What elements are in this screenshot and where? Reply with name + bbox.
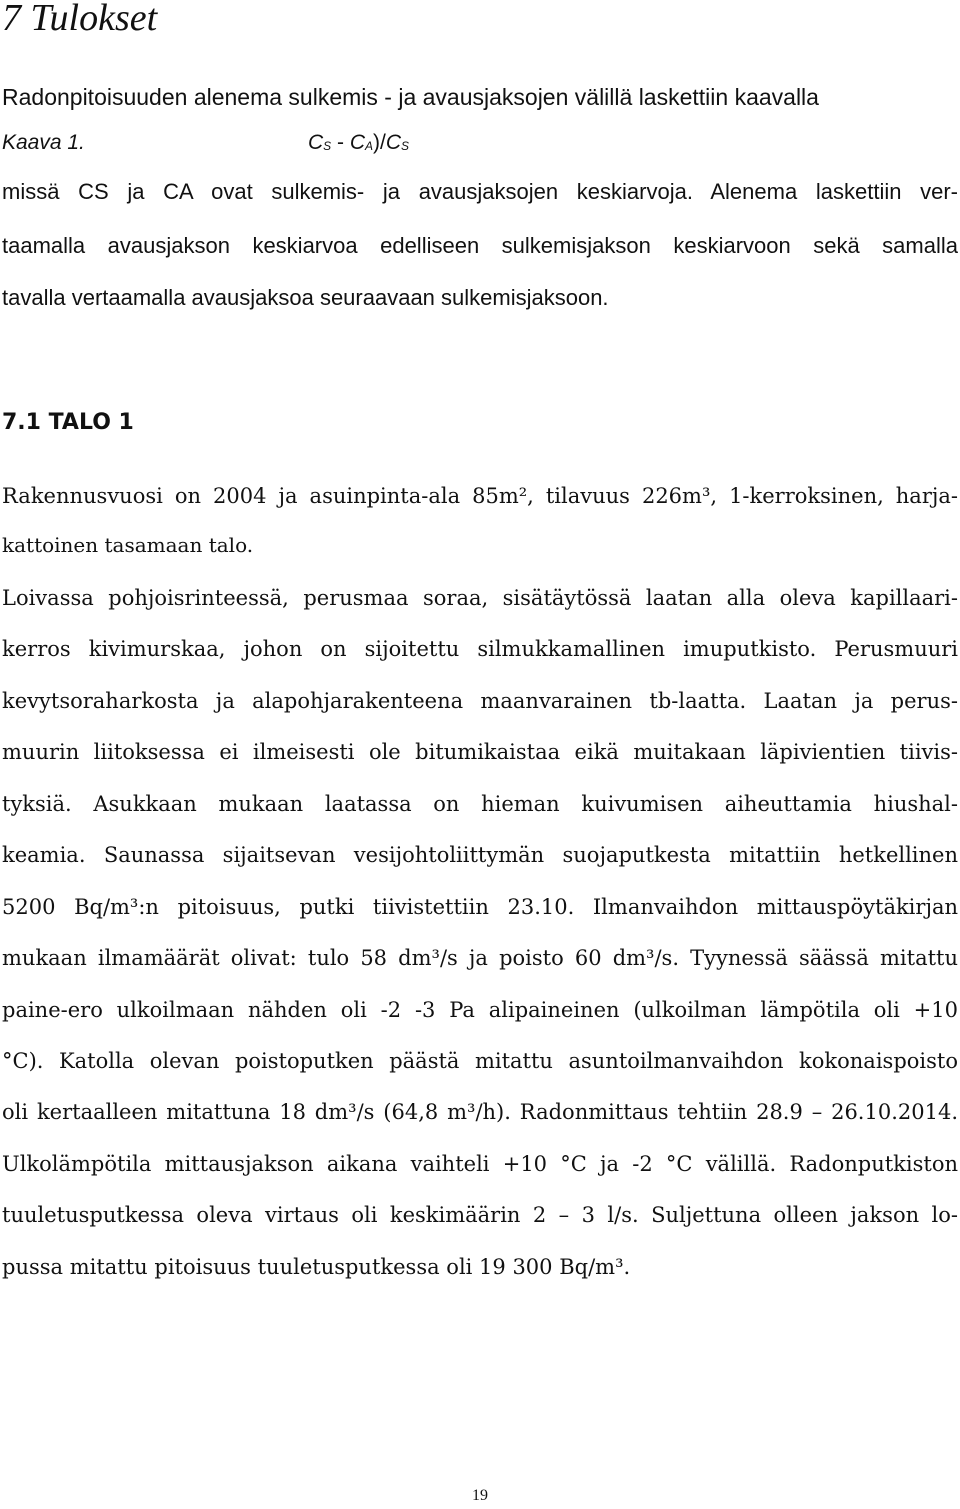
paragraph-line: Loivassa pohjoisrinteessä, perusmaa soraa, sisätäytössä laatan alla oleva kapillaari- [2, 586, 958, 610]
paragraph-line: oli kertaalleen mitattuna 18 dm³/s (64,8 m³/h). Radonmittaus tehtiin 28.9 – 26.10.2014. [2, 1100, 958, 1124]
formula-ca-subscript: A [365, 139, 374, 153]
formula [308, 128, 409, 161]
paragraph-line: kattoinen tasamaan talo. [2, 533, 254, 557]
intro-line: Radonpitoisuuden alenema sulkemis - ja avausjaksojen välillä laskettiin kaavalla [2, 84, 819, 110]
intro-line: tavalla vertaamalla avausjaksoa seuraavaan sulkemisjaksoon. [2, 285, 609, 310]
formula-minus: - [331, 131, 350, 154]
paragraph-line: mukaan ilmamäärät olivat: tulo 58 dm³/s ja poisto 60 dm³/s. Tyynessä säässä mitattu [2, 946, 958, 970]
paragraph-line: paine-ero ulkoilmaan nähden oli -2 -3 Pa alipaineinen (ulkoilman lämpötila oli +10 [2, 998, 958, 1022]
formula-cs-denominator-subscript: S [401, 139, 410, 153]
paragraph-line: keamia. Saunassa sijaitsevan vesijohtoliittymän suojaputkesta mitattiin hetkellinen [2, 843, 958, 867]
formula-divide: )/ [373, 131, 386, 154]
formula-cs-subscript: S [323, 139, 332, 153]
paragraph-line: Ulkolämpötila mittausjakson aikana vaihteli +10 °C ja -2 °C välillä. Radonputkiston [2, 1152, 958, 1176]
formula-ca: C [349, 131, 366, 154]
page-number: 19 [472, 1487, 488, 1504]
intro-line: missä CS ja CA ovat sulkemis- ja avausjaksojen keskiarvoja. Alenema laskettiin ver- [2, 179, 958, 204]
paragraph-line: tyksiä. Asukkaan mukaan laatassa on hieman kuivumisen aiheuttamia hiushal- [2, 792, 958, 816]
paragraph-line: pussa mitattu pitoisuus tuuletusputkessa oli 19 300 Bq/m³. [2, 1255, 631, 1279]
formula-cs: C [308, 131, 324, 154]
paragraph-line: kevytsoraharkosta ja alapohjarakenteena maanvarainen tb-laatta. Laatan ja perus- [2, 689, 958, 713]
section-title: 7.1 TALO 1 [2, 410, 134, 435]
paragraph-line: Rakennusvuosi on 2004 ja asuinpinta-ala 85m², tilavuus 226m³, 1-kerroksinen, harja- [2, 484, 958, 508]
paragraph-line: tuuletusputkessa oleva virtaus oli keskimäärin 2 – 3 l/s. Suljettuna olleen jakson lo- [2, 1203, 958, 1227]
formula-label: Kaava 1. [2, 131, 85, 154]
paragraph-line: muurin liitoksessa ei ilmeisesti ole bitumikaistaa eikä muitakaan läpivientien tiivis- [2, 740, 958, 764]
intro-line: taamalla avausjakson keskiarvoa edelliseen sulkemisjakson keskiarvoon sekä samalla [2, 233, 958, 258]
formula-cs-denominator: C [385, 131, 402, 154]
paragraph-line: 5200 Bq/m³:n pitoisuus, putki tiivistettiin 23.10. Ilmanvaihdon mittauspöytäkirjan [2, 895, 958, 919]
chapter-title: 7 Tulokset [2, 0, 158, 39]
paragraph-line: kerros kivimurskaa, johon on sijoitettu silmukkamallinen imuputkisto. Perusmuuri [2, 637, 958, 661]
paragraph-line: °C). Katolla olevan poistoputken päästä mitattu asuntoilmanvaihdon kokonaispoisto [2, 1049, 958, 1073]
